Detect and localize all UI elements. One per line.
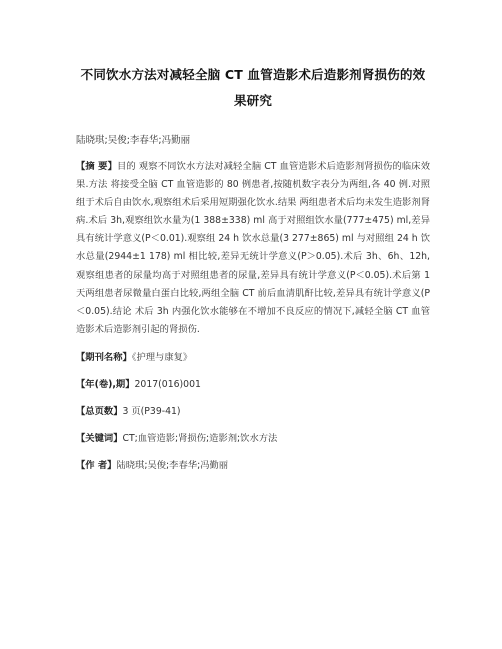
meta-keywords — [76, 432, 430, 446]
abstract-text: 目的 观察不同饮水方法对减轻全脑 CT 血管造影术后造影剂肾损伤的临床效果.方法 将接受全脑 CT 血管造影的 80 例患者,按随机数字表分为两组,各 40 例.对照组于术后自由饮水,观察组术后采用短期强化饮水.结果 两组患者术后均未发生造影剂肾病.术后 3h,观察组饮水量为(1 388±338) ml 高于对照组饮水量(777±475) ml,差异具有统计学意义(P＜0.01).观察组 24 h 饮水总量(3 277±865) ml 与对照组 24 h 饮水总量(2944±1 178) ml 相比较,差异无统计学意义(P＞0.05).术后 3h、6h、12h,观察组患者的尿量均高于对照组患者的尿量,差异具有统计学意义(P＜0.05).术后第 1 天两组患者尿微量白蛋白比较,两组全脑 CT 前后血清肌酐比较,差异具有统计学意义(P＜0.05).结论 术后 3h 内强化饮水能够在不增加不良反应的情况下,减轻全脑 CT 血管造影术后造影剂引起的肾损伤. — [76, 161, 430, 335]
meta-label: 【关键词】 — [76, 432, 123, 444]
author-line: 陆晓琪;吴俊;李春华;冯勤丽 — [76, 135, 191, 146]
meta-value: 2017(016)001 — [134, 378, 201, 390]
meta-value: 《护理与康复》 — [131, 351, 193, 363]
meta-year-volume-issue — [76, 378, 430, 392]
abstract-section — [76, 158, 430, 339]
meta-label: 【总页数】 — [76, 405, 123, 417]
meta-value: 陆晓琪;吴俊;李春华;冯勤丽 — [116, 459, 229, 471]
meta-value: CT;血管造影;肾损伤;造影剂;饮水方法 — [122, 432, 278, 444]
meta-total-pages — [76, 405, 430, 419]
meta-label: 【年(卷),期】 — [76, 378, 135, 390]
meta-label: 【期刊名称】 — [76, 351, 132, 363]
meta-authors — [76, 459, 430, 473]
paper-title: 不同饮水方法对减轻全脑 CT 血管造影术后造影剂肾损伤的效果研究 — [80, 67, 426, 108]
meta-journal-name — [76, 351, 430, 365]
meta-label: 【作 者】 — [76, 459, 117, 471]
meta-value: 3 页(P39-41) — [122, 405, 181, 417]
abstract-label: 【摘 要】 — [76, 161, 117, 172]
